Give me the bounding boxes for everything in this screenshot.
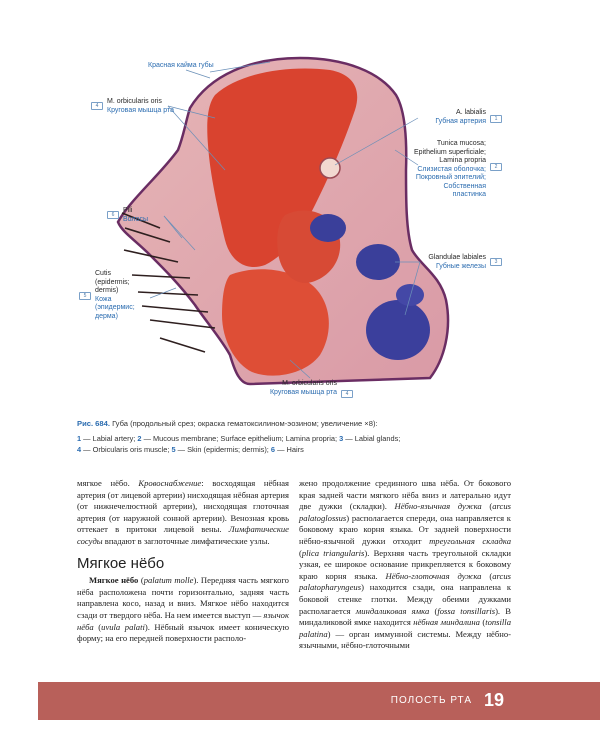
figure-number: Рис. 684. [77,419,110,428]
col2-text-2: Нёбно-язычная дужка [394,501,482,512]
label-vermilion: Красная кайма губы [148,62,214,69]
label-mucosa [402,140,486,200]
marker-4-top: 4 [91,102,103,110]
figure-legend [77,434,527,455]
page-footer [38,682,600,720]
legend-text-1: — Labial artery; [81,434,138,443]
marker-2: 2 [490,163,502,171]
marker-1: 1 [490,115,502,123]
label-glands-latin: Glandulae labiales [428,254,486,261]
col2-text-4: arcus palatoglossus [299,501,511,523]
col1-text-4: Лимфатические сосуды [77,524,289,546]
col2-text-3: ( [481,501,493,512]
legend-num-5: 5 [171,444,176,454]
label-orbicularis-top-russian: Круговая мышца рта [107,106,175,114]
paragraph-arches [299,478,511,652]
figure-caption [77,418,537,429]
label-skin-latin-2: (epidermis; [95,278,130,286]
labial-gland-1 [310,214,346,242]
col2-text-15: ( [429,605,438,616]
labial-gland-2 [356,244,400,280]
legend-text-4: — Orbicularis oris muscle; [81,444,172,454]
label-labial-artery-latin: A. labialis [456,109,486,116]
caption-text: Губа (продольный срез; окраска гематоксилином-эозином; увеличение ×8): [109,419,378,428]
col2-text-17: ). В миндаликовой ямке находится [299,605,511,628]
label-mucosa-russian-4: пластинка [452,191,486,198]
col1-text-9: ). Передняя часть мягкого нёба расположена почти горизонтально, задняя часть направлена косо, назад и вниз. Мягкое нёбо находится сзади от твердого нёба. На нем имеется выступ — [77,575,289,620]
col2-text-13: ) находится сзади, она направлена к боковой стенке глотки. Между обеими дужками располагается [299,582,511,616]
label-mucosa-russian-1: Слизистая оболочка; [417,165,486,173]
col2-text-6: треугольная складка [429,535,511,546]
legend-num-3: 3 [339,434,344,443]
col1-text-2: Кровоснабжение [138,478,202,488]
label-mucosa-russian-3: Собственная [443,182,486,190]
marker-3: 3 [490,258,502,266]
col1-text-11: ( [93,621,102,632]
col2-text-5: ) располагается спереди, она направляется к боковому краю корня языка. От задней поверхности нёбно-язычной дужки отходит [299,512,511,546]
label-hairs-latin: Pili [123,207,133,214]
paragraph-blood-supply [77,478,289,548]
col2-text-19: ( [479,617,486,628]
label-mucosa-latin-3: Lamina propria [439,157,486,164]
legend-text-2: — Mucous membrane; Surface epithelium; Lamina propria; [141,434,340,443]
col1-text-8: palatum molle [143,575,194,586]
label-mucosa-russian-2: Покровный эпителий; [415,174,486,181]
footer-section-title: ПОЛОСТЬ РТА [390,695,472,706]
label-mucosa-latin-2: Epithelium superficiale; [414,148,486,156]
col1-text-7: ( [138,575,144,586]
label-mucosa-latin-1: Tunica mucosa; [436,140,486,147]
col1-text-10: язычок нёба [77,609,289,632]
legend-text-5: — Skin (epidermis; dermis); [175,444,271,454]
col2-text-7: ( [299,547,302,558]
legend-num-4: 4 [77,444,82,454]
col1-text-6: Мягкое нёбо [89,575,139,586]
marker-4-bottom: 4 [341,390,353,398]
label-skin-latin-1: Cutis [95,270,111,277]
paragraph-soft-palate [77,575,289,645]
label-skin-russian-3: дерма) [95,312,118,320]
col2-text-8: plica triangularis [301,547,365,558]
section-heading: Мягкое нёбо [77,554,165,572]
col1-text-5: впадают в заглоточные лимфатические узлы. [102,535,270,546]
col2-text-11: ( [481,570,493,581]
col2-text-18: нёбная миндалина [413,617,480,628]
marker-5: 5 [79,292,91,300]
legend-num-1: 1 [77,434,82,443]
legend-text-3: — Labial glands; [343,434,401,443]
label-orbicularis-top-latin: M. orbicularis oris [107,98,162,105]
label-skin-russian-2: (эпидермис; [95,304,135,311]
legend-text-6: — Hairs [275,444,304,454]
label-orbicularis-bottom [255,380,337,397]
col1-text-12: uvula palati [101,621,145,632]
labial-gland-4 [396,284,424,306]
col1-text-13: ). Нёбный язычок имеет коническую форму; на его передней поверхности располо- [77,621,290,644]
labial-artery [320,158,340,178]
label-glands-russian: Губные железы [435,262,486,270]
label-labial-artery [420,109,486,126]
label-glands [406,254,486,271]
col2-text-9: ). Верхняя часть треугольной складки узкая, ее широкое основание прикрепляется к боковому краю корня языка. [299,547,511,581]
text-column-left [77,478,289,645]
text-column-right [299,478,511,652]
col1-text-1: мягкое нёбо. [77,478,139,488]
label-orbicularis-top [107,98,174,115]
col2-text-21: ) — орган иммунной системы. Между нёбно-язычными, нёбно-глоточными [299,628,511,651]
col2-text-10: Нёбно-глоточная дужка [385,570,482,581]
label-skin-russian-1: Кожа [95,295,112,303]
col2-text-1: жено продолжение срединного шва нёба. От бокового края задней части мягкого нёба вниз и латерально идут две дужки (складки). [299,478,511,512]
label-orbicularis-bottom-russian: Круговая мышца рта [269,388,337,396]
label-hairs-russian: Волосы [123,215,148,223]
label-skin-latin-3: dermis) [95,287,119,294]
labial-gland-3 [366,300,430,360]
label-hairs [123,207,148,224]
label-orbicularis-bottom-latin: M. orbicularis oris [282,380,337,387]
col2-text-14: миндаликовая ямка [355,605,430,616]
legend-num-6: 6 [270,444,276,454]
col1-text-3: : восходящая нёбная артерия (от лицевой артерии) нисходящая нёбная артерия (от нижнечелюстной артерии), нисходящая глоточная артерия (от наружной сонной артерии). Венозная кровь оттекает в притоки лицевой вены. [77,478,289,535]
col2-text-12: arcus palatopharyngeus [299,570,512,593]
marker-6: 6 [107,211,119,219]
col2-text-16: fossa tonsillaris [437,605,496,616]
col2-text-20: tonsilla palatina [299,617,511,639]
page-number: 19 [483,690,504,710]
label-labial-artery-russian: Губная артерия [435,117,486,125]
label-skin [95,270,135,321]
legend-num-2: 2 [137,434,142,443]
